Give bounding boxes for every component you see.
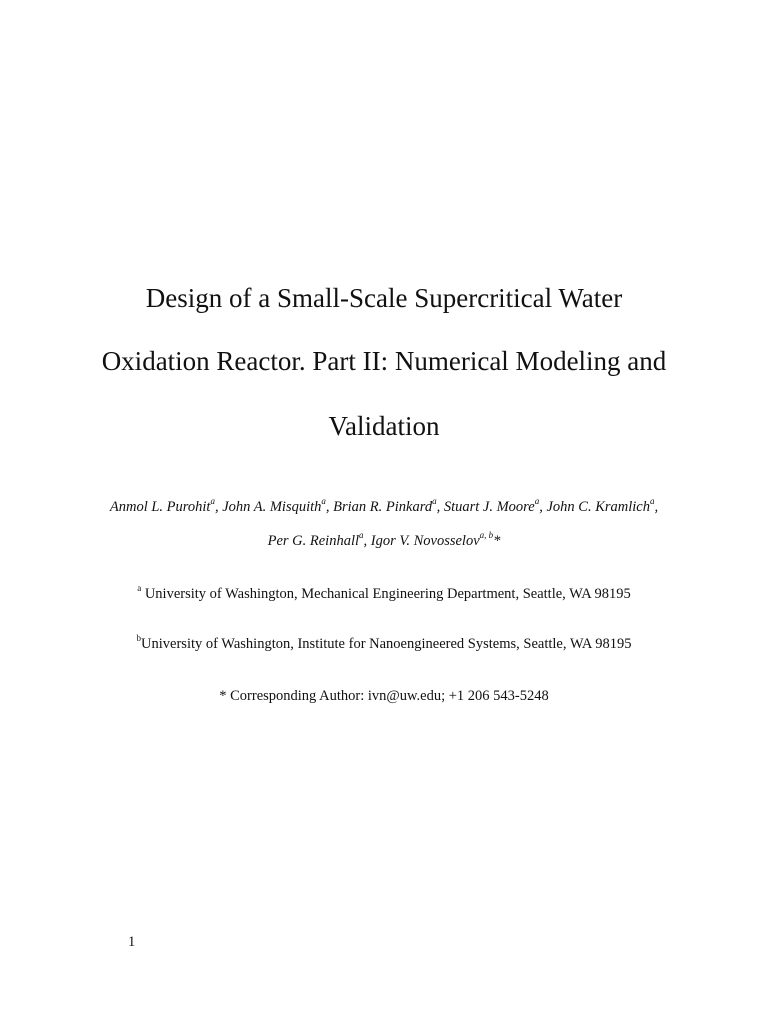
author-name: Anmol L. Purohit — [109, 499, 211, 515]
paper-title-line-3: Validation — [328, 411, 440, 441]
author-separator: , — [325, 499, 334, 515]
author-name: Per G. Reinhall — [267, 533, 360, 549]
corresponding-author-marker: * — [493, 533, 501, 549]
affiliation-text: University of Washington, Mechanical Engineering Department, Seattle, WA 98195 — [144, 586, 631, 602]
author-list-line-2 — [0, 531, 768, 551]
author-affiliation-mark: a — [321, 496, 326, 507]
author-separator: , — [436, 499, 444, 515]
corresponding-author: * Corresponding Author: ivn@uw.edu; +1 206 543-5248 — [219, 688, 549, 704]
page-number: 1 — [128, 934, 136, 950]
author-separator: , — [363, 533, 371, 549]
author-affiliation-mark: a, b — [479, 530, 494, 541]
affiliation-text: University of Washington, Institute for Nanoengineered Systems, Seattle, WA 98195 — [141, 636, 632, 652]
affiliation-mark: a — [137, 583, 142, 594]
author-list-line-1 — [0, 497, 768, 517]
author-name: John A. Misquith — [222, 499, 322, 515]
author-affiliation-mark: a — [432, 496, 437, 507]
affiliation-mark: b — [136, 633, 142, 644]
affiliation-b — [0, 634, 768, 654]
author-name: Brian R. Pinkard — [333, 499, 433, 515]
author-separator: , — [654, 499, 659, 515]
author-name: Stuart J. Moore — [443, 499, 535, 515]
author-affiliation-mark: a — [650, 496, 655, 507]
paper-title-line-1: Design of a Small-Scale Supercritical Water — [145, 283, 623, 313]
affiliation-a — [0, 584, 768, 604]
paper-title-line-2: Oxidation Reactor. Part II: Numerical Modeling and — [101, 346, 667, 376]
author-name: Igor V. Novosselov — [370, 533, 480, 549]
author-affiliation-mark: a — [210, 496, 215, 507]
author-affiliation-mark: a — [534, 496, 540, 507]
author-affiliation-mark: a — [359, 530, 364, 541]
author-separator: , — [539, 499, 547, 515]
author-separator: , — [214, 499, 223, 515]
author-name: John C. Kramlich — [546, 499, 650, 515]
